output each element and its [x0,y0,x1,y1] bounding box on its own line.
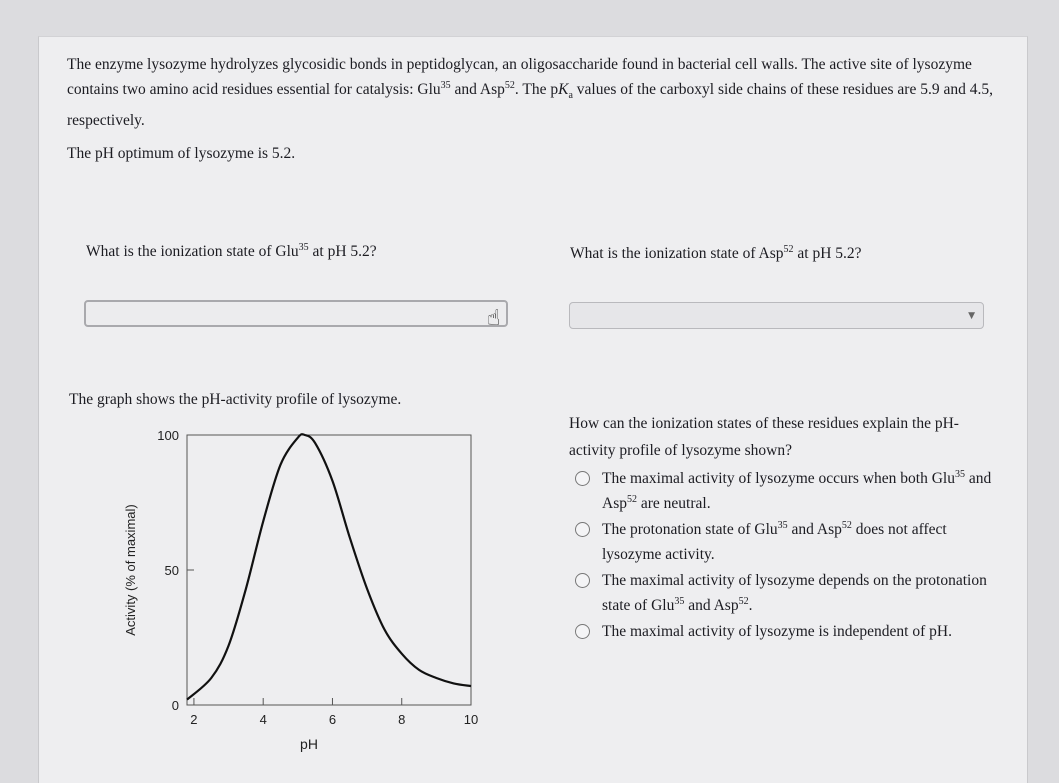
question-glu: What is the ionization state of Glu$^{35}$ at pH 5.2? [86,242,377,260]
mc-option-1[interactable]: The maximal activity of lysozyme occurs when both Glu$^{35}$ and Asp$^{52}$ are neutral. [575,466,995,516]
x-axis-label: pH [300,736,318,752]
ph-optimum-text: The pH optimum of lysozyme is 5.2. [67,145,296,163]
x-tick-label: 4 [259,712,267,727]
mc-option-2[interactable]: The protonation state of Glu$^{35}$ and Asp$^{52}$ does not affect lysozyme activity. [575,517,995,567]
asp-ionization-dropdown[interactable] [569,302,984,329]
radio-button[interactable] [575,573,590,588]
y-tick-label: 100 [157,428,179,443]
activity-curve [187,434,471,699]
question-asp: What is the ionization state of Asp$^{52}$ at pH 5.2? [570,244,862,262]
glu-ionization-dropdown[interactable] [84,300,508,327]
radio-button[interactable] [575,471,590,486]
radio-button[interactable] [575,522,590,537]
mc-prompt: How can the ionization states of these residues explain the pH-activity profile of lysozyme shown? [569,415,959,459]
y-axis-label: Activity (% of maximal) [123,504,138,636]
radio-button[interactable] [575,624,590,639]
x-tick-label: 6 [328,712,337,727]
chevron-down-icon: ▼ [968,311,975,321]
y-tick-label: 50 [164,563,179,578]
plot-frame [187,435,471,705]
x-tick-label: 2 [190,712,198,727]
mc-options [575,466,995,645]
mc-option-4[interactable]: The maximal activity of lysozyme is independent of pH. [575,619,995,644]
hand-cursor-icon: ☝ [487,306,501,331]
x-tick-label: 8 [398,712,406,727]
x-tick-label: 10 [463,712,479,727]
intro-text [67,52,1007,166]
graph-title: The graph shows the pH-activity profile of lysozyme. [69,391,402,408]
mc-option-3[interactable]: The maximal activity of lysozyme depends on the protonation state of Glu$^{35}$ and Asp$^{52}$. [575,568,995,618]
ph-activity-chart [110,425,485,765]
y-tick-label: 0 [171,698,179,713]
intro-paragraph: The enzyme lysozyme hydrolyzes glycosidic bonds in peptidoglycan, an oligosaccharide found in bacterial cell walls. The active site of lysozyme contains two amino acid residues essential for catalysis: Glu$^{35}$ and Asp$^{52}$. The $pK_a$ values of the carboxyl side chains of these residues are 5.9 and 4.5, respectively. [67,56,993,130]
